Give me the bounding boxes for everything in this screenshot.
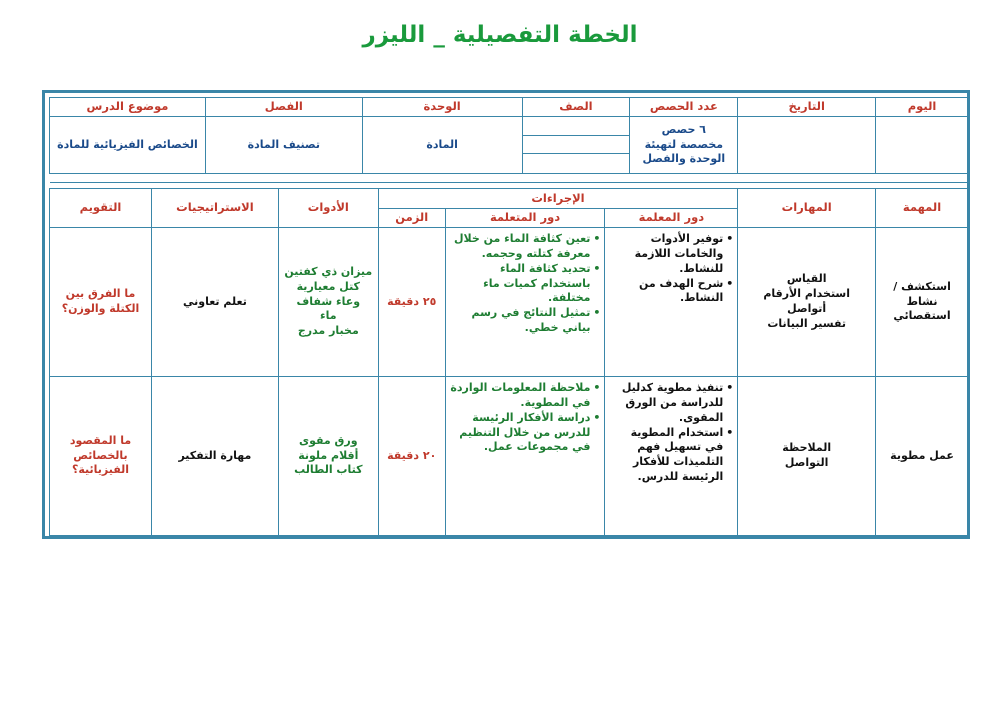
page-title: الخطة التفصيلية _ الليزر (362, 22, 638, 48)
header-teacher-role: دور المعلمة (605, 209, 738, 228)
tool-line: ورق مقوى (299, 433, 358, 447)
header-evaluation: التقويم (50, 189, 152, 228)
task-line: استقصائي (893, 309, 951, 323)
tools-cell (278, 377, 378, 536)
teacher-step: • تنفيذ مطوية كدليل للدراسة من الورق المقوى. (609, 381, 733, 426)
header-grade: الصف (522, 98, 630, 117)
value-grade-cell (522, 117, 630, 136)
spacer-row (50, 174, 969, 183)
tool-line: مخبار مدرج (297, 324, 359, 338)
plan-row (50, 377, 969, 536)
task-cell (876, 228, 969, 377)
teacher-step: • شرح الهدف من النشاط. (609, 277, 733, 307)
student-step: • دراسة الأفكار الرئيسة للدرس من خلال التنظيم في مجموعات عمل. (450, 411, 601, 456)
skill-line: الملاحظة (782, 441, 832, 455)
value-chapter: تصنيف المادة (205, 117, 362, 174)
teacher-role-cell (605, 377, 738, 536)
header-periods: عدد الحصص (630, 98, 738, 117)
header-date: التاريخ (738, 98, 876, 117)
value-day (876, 117, 969, 174)
evaluation-line: الكتلة والوزن؟ (61, 302, 140, 315)
header-strategies: الاستراتيجيات (151, 189, 278, 228)
task-line: استكشف / (893, 279, 951, 293)
evaluation-line: بالخصائص (73, 448, 128, 462)
skill-line: التواصل (784, 456, 829, 469)
task-cell (876, 377, 969, 536)
value-lesson: الخصائص الفيزيائية للمادة (50, 117, 206, 174)
skills-cell (738, 228, 876, 377)
plan-table (49, 188, 969, 536)
skill-line: القياس (786, 272, 827, 286)
tool-line: كتل معيارية (296, 279, 360, 293)
student-step: • تمثيل النتائج في رسم بياني خطي. (450, 306, 601, 336)
header-skills: المهارات (738, 189, 876, 228)
time-cell: ٢٥ دقيقة (378, 228, 445, 377)
value-grade-cell (522, 154, 630, 174)
header-procedures: الإجراءات (378, 189, 738, 209)
header-unit: الوحدة (362, 98, 522, 117)
student-role-cell (445, 228, 605, 377)
skill-line: استخدام الأرقام (763, 287, 851, 301)
evaluation-line: الفيزيائية؟ (71, 463, 130, 477)
strategy-cell: تعلم تعاوني (151, 228, 278, 377)
periods-line: الوحدة والفصل (642, 152, 726, 166)
header-task: المهمة (876, 189, 969, 228)
tool-line: ميزان ذي كفتين (284, 264, 373, 278)
tool-line: أقلام ملونة (298, 448, 359, 462)
evaluation-cell (50, 228, 152, 377)
header-day: اليوم (876, 98, 969, 117)
teacher-step: • توفير الأدوات والخامات اللازمة للنشاط. (609, 232, 733, 277)
tools-cell (278, 228, 378, 377)
student-role-cell (445, 377, 605, 536)
strategy-cell: مهارة التفكير (151, 377, 278, 536)
skills-cell (738, 377, 876, 536)
student-step: • ملاحظة المعلومات الواردة في المطوية. (450, 381, 601, 411)
value-date (738, 117, 876, 174)
info-table (49, 97, 969, 183)
header-time: الزمن (378, 209, 445, 228)
header-chapter: الفصل (205, 98, 362, 117)
skill-line: تفسير البيانات (767, 316, 847, 330)
periods-line: مخصصة لتهيئة (644, 137, 724, 151)
tool-line: وعاء شفاف (296, 294, 361, 308)
header-lesson: موضوع الدرس (50, 98, 206, 117)
evaluation-line: ما الفرق بين (65, 287, 136, 301)
evaluation-line: ما المقصود (69, 433, 132, 447)
header-tools: الأدوات (278, 189, 378, 228)
value-periods (630, 117, 738, 174)
teacher-step: • استخدام المطوية في تسهيل فهم التلميذات للأفكار الرئيسة للدرس. (609, 426, 733, 485)
student-step: • تعين كثافة الماء من خلال معرفة كتلته وحجمه. (450, 232, 601, 262)
periods-line: ٦ حصص (661, 122, 706, 136)
task-line: نشاط (906, 294, 938, 308)
teacher-role-cell (605, 228, 738, 377)
value-grade-cell (522, 136, 630, 154)
evaluation-cell (50, 377, 152, 536)
skill-line: أتواصل (787, 302, 827, 315)
student-step: • تحديد كثافة الماء باستخدام كميات ماء مختلفة. (450, 262, 601, 307)
time-cell: ٢٠ دقيقة (378, 377, 445, 536)
plan-row (50, 228, 969, 377)
tool-line: كتاب الطالب (294, 463, 363, 477)
value-unit: المادة (362, 117, 522, 174)
tool-line: ماء (320, 309, 337, 323)
plan-frame (42, 90, 970, 539)
header-student-role: دور المتعلمة (445, 209, 605, 228)
task-line: عمل مطوية (890, 448, 954, 462)
